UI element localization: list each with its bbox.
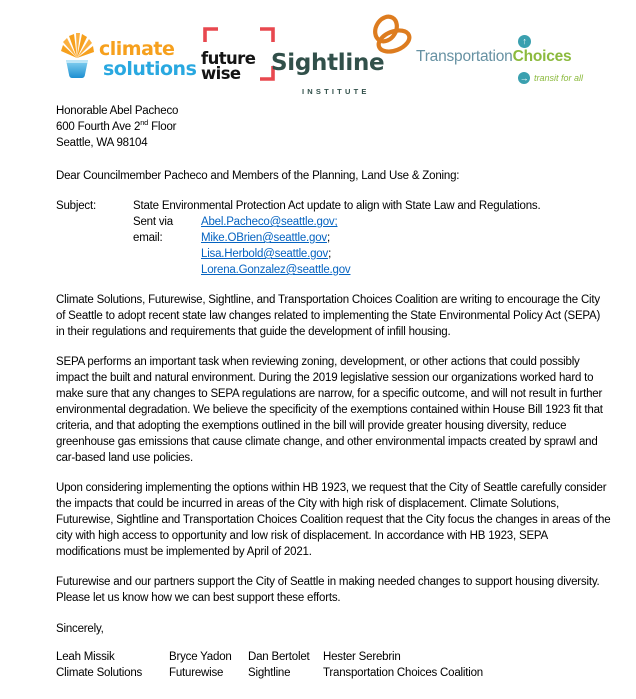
transit-up-arrow-icon: ↑ [518,35,531,48]
signature-leah-missik [56,649,169,681]
email-list [201,214,350,278]
recipient-city: Seattle, WA 98104 [56,137,148,149]
paragraph-intro: Climate Solutions, Futurewise, Sightline, and Transportation Choices Coalition are writing to encourage the City of Seattle to adopt recent state law changes related to implementing the State Environmental Policy Act (SEPA) in their regulations and requirements that guide the development of infill housing. [56,294,601,338]
signature-name: Hester Serebrin [323,651,401,663]
logo-strip [0,0,636,96]
transit-for-all-tagline [518,70,583,86]
recipient-street: 600 Fourth Ave 2nd Floor [56,118,177,133]
transportation-choices-logo [416,36,592,88]
transportation-word: Transportation [416,48,513,65]
signature-bryce-yadon [169,649,248,681]
future-word: future [201,49,256,68]
signature-hester-serebrin [323,649,611,681]
signature-org: Climate Solutions [56,667,143,679]
solutions-word: solutions [103,58,197,80]
email-line: Mike.OBrien@seattle.gov; [201,232,330,244]
email-line [201,262,350,278]
recipient-name: Honorable Abel Pacheco [56,105,179,117]
signature-name: Dan Bertolet [248,651,310,663]
sent-via-email-row [133,214,611,278]
paragraph-sepa-background: SEPA performs an important task when reviewing zoning, development, or other actions that could possibly impact the built and natural environment. During the 2019 legislative session our organizations worked hard to make sure that any changes to SEPA regulations are narrow, for a specific outcome, and will not result in further environmental degradation. We believe the specificity of the exemptions contained within House Bill 1923 fit that criteria, and that adopting the exemptions outlined in the bill will provide greater housing diversity, reduce greenhouse gas emissions that cause climate change, and other environmental impacts created by sprawl and car-based land use policies. [56,356,603,464]
subject-content [133,198,611,278]
salutation: Dear Councilmember Pacheco and Members of the Planning, Land Use & Zoning: [56,170,460,182]
climate-word: climate [99,38,175,60]
transportation-choices-wordmark [416,49,571,65]
sent-via-email-label: Sent via email: [133,216,173,244]
signature-org: Sightline [248,667,291,679]
email-line [201,214,350,230]
email-link-lisa-herbold[interactable]: Lisa.Herbold@seattle.gov [201,248,329,260]
choices-word: Choices [512,48,572,65]
sightline-wordmark: Sightline [271,50,385,76]
futurewise-logo [203,27,275,83]
paragraph-support: Futurewise and our partners support the City of Seattle in making needed changes to support housing diversity. Please let us know how we can best support these efforts. [56,576,600,604]
signature-dan-bertolet [248,649,323,681]
email-line: Lisa.Herbold@seattle.gov; [201,248,332,260]
signature-block [56,649,611,681]
subject-label: Subject: [56,200,96,212]
closing: Sincerely, [56,623,104,635]
climate-solutions-logo [60,33,196,81]
futurewise-wordmark [201,49,256,83]
sun-bucket-icon [60,33,94,81]
signature-name: Bryce Yadon [169,651,232,663]
transit-go-arrow-icon: → [519,73,529,83]
email-link-abel-pacheco[interactable]: Abel.Pacheco@seattle.gov; [201,216,338,228]
subject-block [56,198,611,278]
sightline-logo [271,14,401,96]
institute-label: INSTITUTE [302,87,370,96]
letter-body [56,103,611,681]
email-link-mike-obrien[interactable]: Mike.OBrien@seattle.gov [201,232,327,244]
subject-text: State Environmental Protection Act update to align with State Law and Regulations. [133,200,541,212]
recipient-block [56,103,611,151]
climate-solutions-wordmark [99,39,196,79]
ordinal-superscript: nd [140,118,149,128]
paragraph-hb1923-request: Upon considering implementing the options within HB 1923, we request that the City of Seattle carefully consider the impacts that could be incurred in areas of the City with high risk of displacement. Climate Solutions, Futurewise, Sightline and Transportation Choices Coalition request that the City focus the changes in areas of the city with high access to opportunity and low risk of displacement. In accordance with HB 1923, SEPA modifications must be implemented by April of 2021. [56,482,611,558]
signature-org: Futurewise [169,667,224,679]
signature-name: Leah Missik [56,651,115,663]
tagline-text: transit for all [534,73,584,83]
email-link-lorena-gonzalez[interactable]: Lorena.Gonzalez@seattle.gov [201,264,351,276]
wise-word: wise [201,63,241,83]
signature-org: Transportation Choices Coalition [323,667,484,679]
